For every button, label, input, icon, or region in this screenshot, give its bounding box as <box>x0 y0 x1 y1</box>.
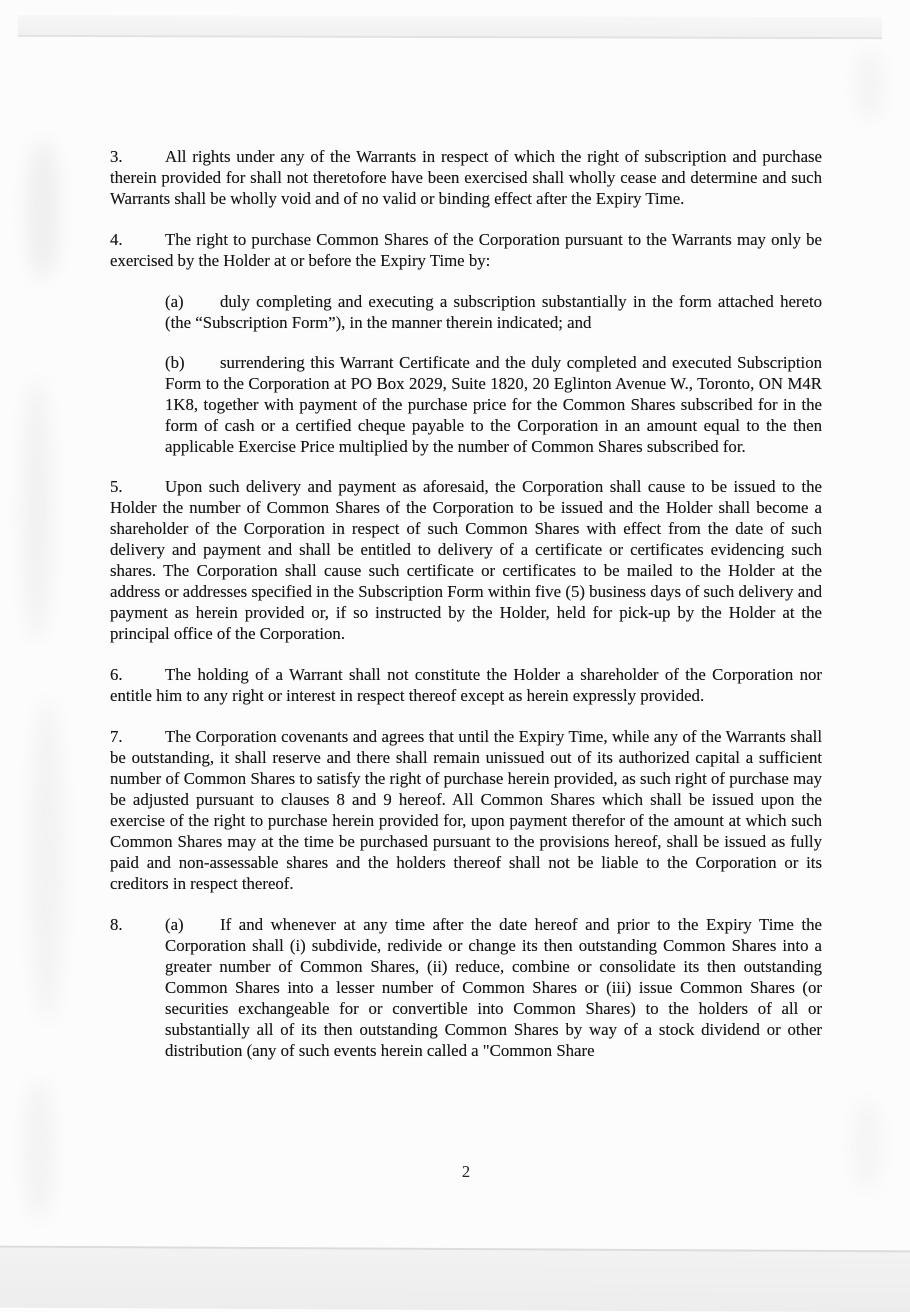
paragraph-4-subclauses <box>165 291 822 457</box>
scan-smudge <box>22 380 52 640</box>
scan-smudge <box>30 700 64 1020</box>
paragraph-7-number: 7. <box>110 727 123 746</box>
subclause-4a-text: duly completing and executing a subscription substantially in the form attached hereto (the “Subscription Form”), in the manner therein indicated; and <box>165 292 822 332</box>
paragraph-4-number: 4. <box>110 230 123 249</box>
scan-smudge <box>24 1080 54 1220</box>
subclause-8a-text: If and whenever at any time after the date hereof and prior to the Expiry Time the Corporation shall (i) subdivide, redivide or change its then outstanding Common Shares into a greater number of Common Shares, (ii) reduce, combine or consolidate its then outstanding Common Shares into a lesser number of Common Shares or (iii) issue Common Shares (or securities exchangeable for or convertible into Common Shares) to the holders of all or substantially all of its then outstanding Common Shares by way of a stock dividend or other distribution (any of such events herein called a "Common Share <box>165 915 822 1060</box>
subclause-4b <box>165 352 822 457</box>
subclause-8a-number: (a) <box>165 915 184 934</box>
scan-smudge <box>26 140 60 280</box>
paragraph-7 <box>110 726 822 894</box>
subclause-4b-text: surrendering this Warrant Certificate and the duly completed and executed Subscription Form to the Corporation at PO Box 2029, Suite 1820, 20 Eglinton Avenue W., Toronto, ON M4R 1K8, together with payment of the purchase price for the Common Shares subscribed for in the form of cash or a certified cheque payable to the Corporation in an amount equal to the then applicable Exercise Price multiplied by the number of Common Shares subscribed for. <box>165 353 822 456</box>
paragraph-3-number: 3. <box>110 147 123 166</box>
subclause-8a <box>165 914 822 1061</box>
scan-smudge <box>856 50 884 120</box>
paragraph-7-text: The Corporation covenants and agrees that until the Expiry Time, while any of the Warrants shall be outstanding, it shall reserve and there shall remain unissued out of its authorized capital a sufficient number of Common Shares to satisfy the right of purchase herein provided, as such right of purchase may be adjusted pursuant to clauses 8 and 9 hereof. All Common Shares which shall be issued upon the exercise of the right to purchase herein provided for, upon payment therefor of the amount at which such Common Shares may at the time be purchased pursuant to the provisions hereof, shall be issued as fully paid and non-assessable shares and the holders thereof shall not be liable to the Corporation or its creditors in respect thereof. <box>110 727 822 893</box>
scan-artifact-bottom-band <box>0 1246 910 1312</box>
paragraph-6 <box>110 664 822 706</box>
paragraph-5-text: Upon such delivery and payment as aforesaid, the Corporation shall cause to be issued to the Holder the number of Common Shares of the Corporation to be issued and the Holder shall become a shareholder of the Corporation in respect of such Common Shares with effect from the date of such delivery and payment and shall be entitled to delivery of a certificate or certificates evidencing such shares. The Corporation shall cause such certificate or certificates to be mailed to the Holder at the address or addresses specified in the Subscription Form within five (5) business days of such delivery and payment as herein provided or, if so instructed by the Holder, held for pick-up by the Holder at the principal office of the Corporation. <box>110 477 822 643</box>
page-number: 2 <box>461 1162 471 1181</box>
paragraph-4-text: The right to purchase Common Shares of the Corporation pursuant to the Warrants may only be exercised by the Holder at or before the Expiry Time by: <box>110 230 822 270</box>
paragraph-6-text: The holding of a Warrant shall not constitute the Holder a shareholder of the Corporation nor entitle him to any right or interest in respect thereof except as herein expressly provided. <box>110 665 822 705</box>
subclause-4a-number: (a) <box>165 292 184 311</box>
paragraph-4 <box>110 229 822 271</box>
paragraph-8-number: 8. <box>110 915 123 934</box>
paragraph-5 <box>110 476 822 644</box>
paragraph-6-number: 6. <box>110 665 123 684</box>
paragraph-5-number: 5. <box>110 477 123 496</box>
paragraph-3 <box>110 146 822 209</box>
paragraph-8 <box>110 914 822 1061</box>
document-body <box>110 146 822 1081</box>
subclause-4a <box>165 291 822 333</box>
paragraph-3-text: All rights under any of the Warrants in respect of which the right of subscription and purchase therein provided for shall not theretofore have been exercised shall wholly cease and determine and such Warrants shall be wholly void and of no valid or binding effect after the Expiry Time. <box>110 147 822 208</box>
scan-artifact-top-band <box>18 15 882 39</box>
subclause-4b-number: (b) <box>165 353 185 372</box>
scan-smudge <box>852 1100 882 1190</box>
